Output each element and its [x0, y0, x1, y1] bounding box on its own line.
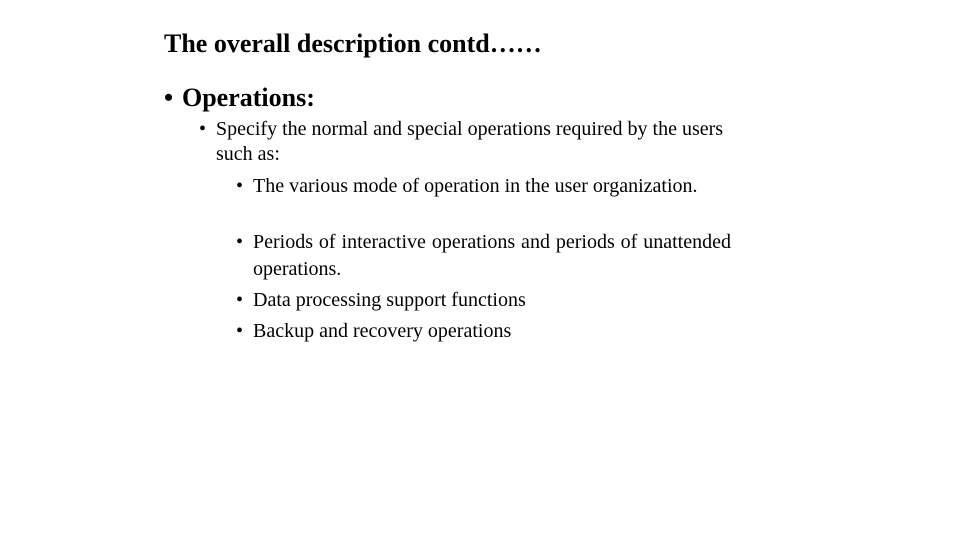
list-item-text: Backup and recovery operations: [253, 320, 512, 342]
list-item-text: Periods of interactive operations and periods of unattended operations.: [253, 231, 731, 280]
section-intro: Specify the normal and special operations required by the users such as:: [216, 118, 724, 165]
bullet-icon: •: [164, 83, 174, 112]
bullet-icon: •: [236, 320, 244, 342]
bullet-icon: •: [236, 175, 244, 197]
list-item: [236, 287, 731, 314]
list-item: [236, 318, 731, 345]
list-item: [236, 229, 731, 283]
section-intro-row: [199, 117, 731, 167]
list-item-text: Data processing support functions: [253, 289, 526, 311]
slide-title: The overall description contd……: [164, 29, 542, 58]
section-heading-row: [164, 82, 315, 114]
bullet-icon: •: [199, 118, 207, 140]
list-item-text: The various mode of operation in the user organization.: [253, 175, 698, 197]
list-item: [236, 173, 731, 200]
bullet-icon: •: [236, 289, 244, 311]
section-heading: Operations:: [182, 83, 315, 112]
bullet-icon: •: [236, 231, 244, 253]
